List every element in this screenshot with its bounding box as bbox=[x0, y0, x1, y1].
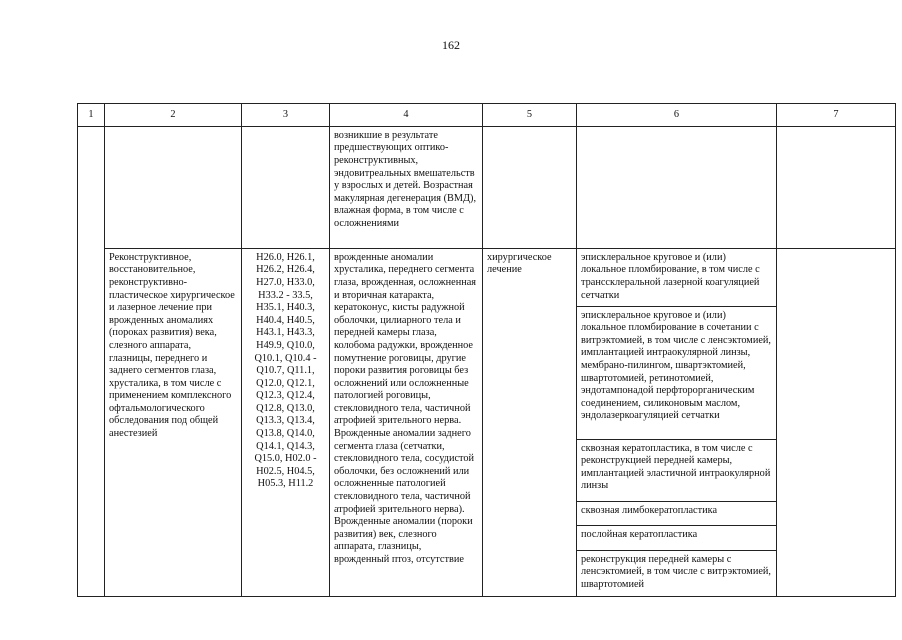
diagnosis-continuation-cell: возникшие в результате предшествующих оптико-реконструктивных, эндовитреальных вмешательств у взрослых и детей. Возрастная макулярная дегенерация (ВМД), влажная форма, в том числе с осложнениями bbox=[330, 126, 483, 248]
empty-cell bbox=[777, 126, 896, 248]
column-header: 4 bbox=[330, 104, 483, 127]
icd-codes-cell: H26.0, H26.1, H26.2, H26.4, H27.0, H33.0, H33.2 - 33.5, H35.1, H40.3, H40.4, H40.5, H43.1, H43.3, H49.9, Q10.0, Q10.1, Q10.4 - Q10.7, Q11.1, Q12.0, Q12.1, Q12.3, Q12.4, Q12.8, Q13.0, Q13.3, Q13.4, Q13.8, Q14.0, Q14.1, Q14.3, Q15.0, H02.0 - H02.5, H04.5, H05.3, H11.2 bbox=[242, 248, 330, 596]
table-header-row bbox=[78, 104, 896, 127]
empty-cell bbox=[577, 126, 777, 248]
page-number: 162 bbox=[442, 38, 460, 52]
treatment-method-cell: эписклеральное круговое и (или) локальное пломбирование в сочетании с витрэктомией, в том числе с ленсэктомией, имплантацией интраокулярной линзы, мембрано-пилингом, швартэктомией, швартотомией, ретинотомией, эндотампонадой перфторорганическим соединением, силиконовым маслом, эндолазеркоагуляцией сетчатки bbox=[577, 306, 777, 439]
treatment-method-cell: реконструкция передней камеры с ленсэктомией, в том числе с витрэктомией, швартотомией bbox=[577, 550, 777, 596]
column-header: 6 bbox=[577, 104, 777, 127]
medical-services-table bbox=[77, 103, 896, 597]
care-type-cell: Реконструктивное, восстановительное, реконструктивно-пластическое хирургическое и лазерное лечение при врожденных аномалиях (пороках развития) века, слезного аппарата, глазницы, переднего и заднего сегментов глаза, хрусталика, в том числе с применением комплексного офтальмологического обследования под общей анестезией bbox=[105, 248, 242, 596]
empty-cell bbox=[105, 126, 242, 248]
column-header: 2 bbox=[105, 104, 242, 127]
treatment-method-cell: сквозная кератопластика, в том числе с реконструкцией передней камеры, имплантацией эластичной интраокулярной линзы bbox=[577, 439, 777, 502]
diagnosis-cell: врожденные аномалии хрусталика, переднего сегмента глаза, врожденная, осложненная и вторичная катаракта, кератоконус, кисты радужной оболочки, цилиарного тела и передней камеры глаза, колобома радужки, врожденное помутнение роговицы, другие пороки развития роговицы без осложнений или осложненные патологией роговицы, стекловидного тела, частичной атрофией зрительного нерва. Врожденные аномалии заднего сегмента глаза (сетчатки, стекловидного тела, сосудистой оболочки, без осложнений или осложненные патологией стекловидного тела, частичной атрофией зрительного нерва). Врожденные аномалии (пороки развития) век, слезного аппарата, глазницы, врожденный птоз, отсутствие bbox=[330, 248, 483, 596]
column-header: 7 bbox=[777, 104, 896, 127]
treatment-type-cell: хирургическое лечение bbox=[483, 248, 577, 596]
empty-cell bbox=[242, 126, 330, 248]
row-number-cell bbox=[78, 126, 105, 596]
table-row-continuation bbox=[78, 126, 896, 248]
tariff-cell bbox=[777, 248, 896, 596]
column-header: 3 bbox=[242, 104, 330, 127]
empty-cell bbox=[483, 126, 577, 248]
column-header: 5 bbox=[483, 104, 577, 127]
treatment-method-cell: сквозная лимбокератопластика bbox=[577, 502, 777, 526]
column-header: 1 bbox=[78, 104, 105, 127]
table-row bbox=[78, 248, 896, 306]
treatment-method-cell: послойная кератопластика bbox=[577, 526, 777, 550]
treatment-method-cell: эписклеральное круговое и (или) локальное пломбирование, в том числе с транссклеральной лазерной коагуляцией сетчатки bbox=[577, 248, 777, 306]
